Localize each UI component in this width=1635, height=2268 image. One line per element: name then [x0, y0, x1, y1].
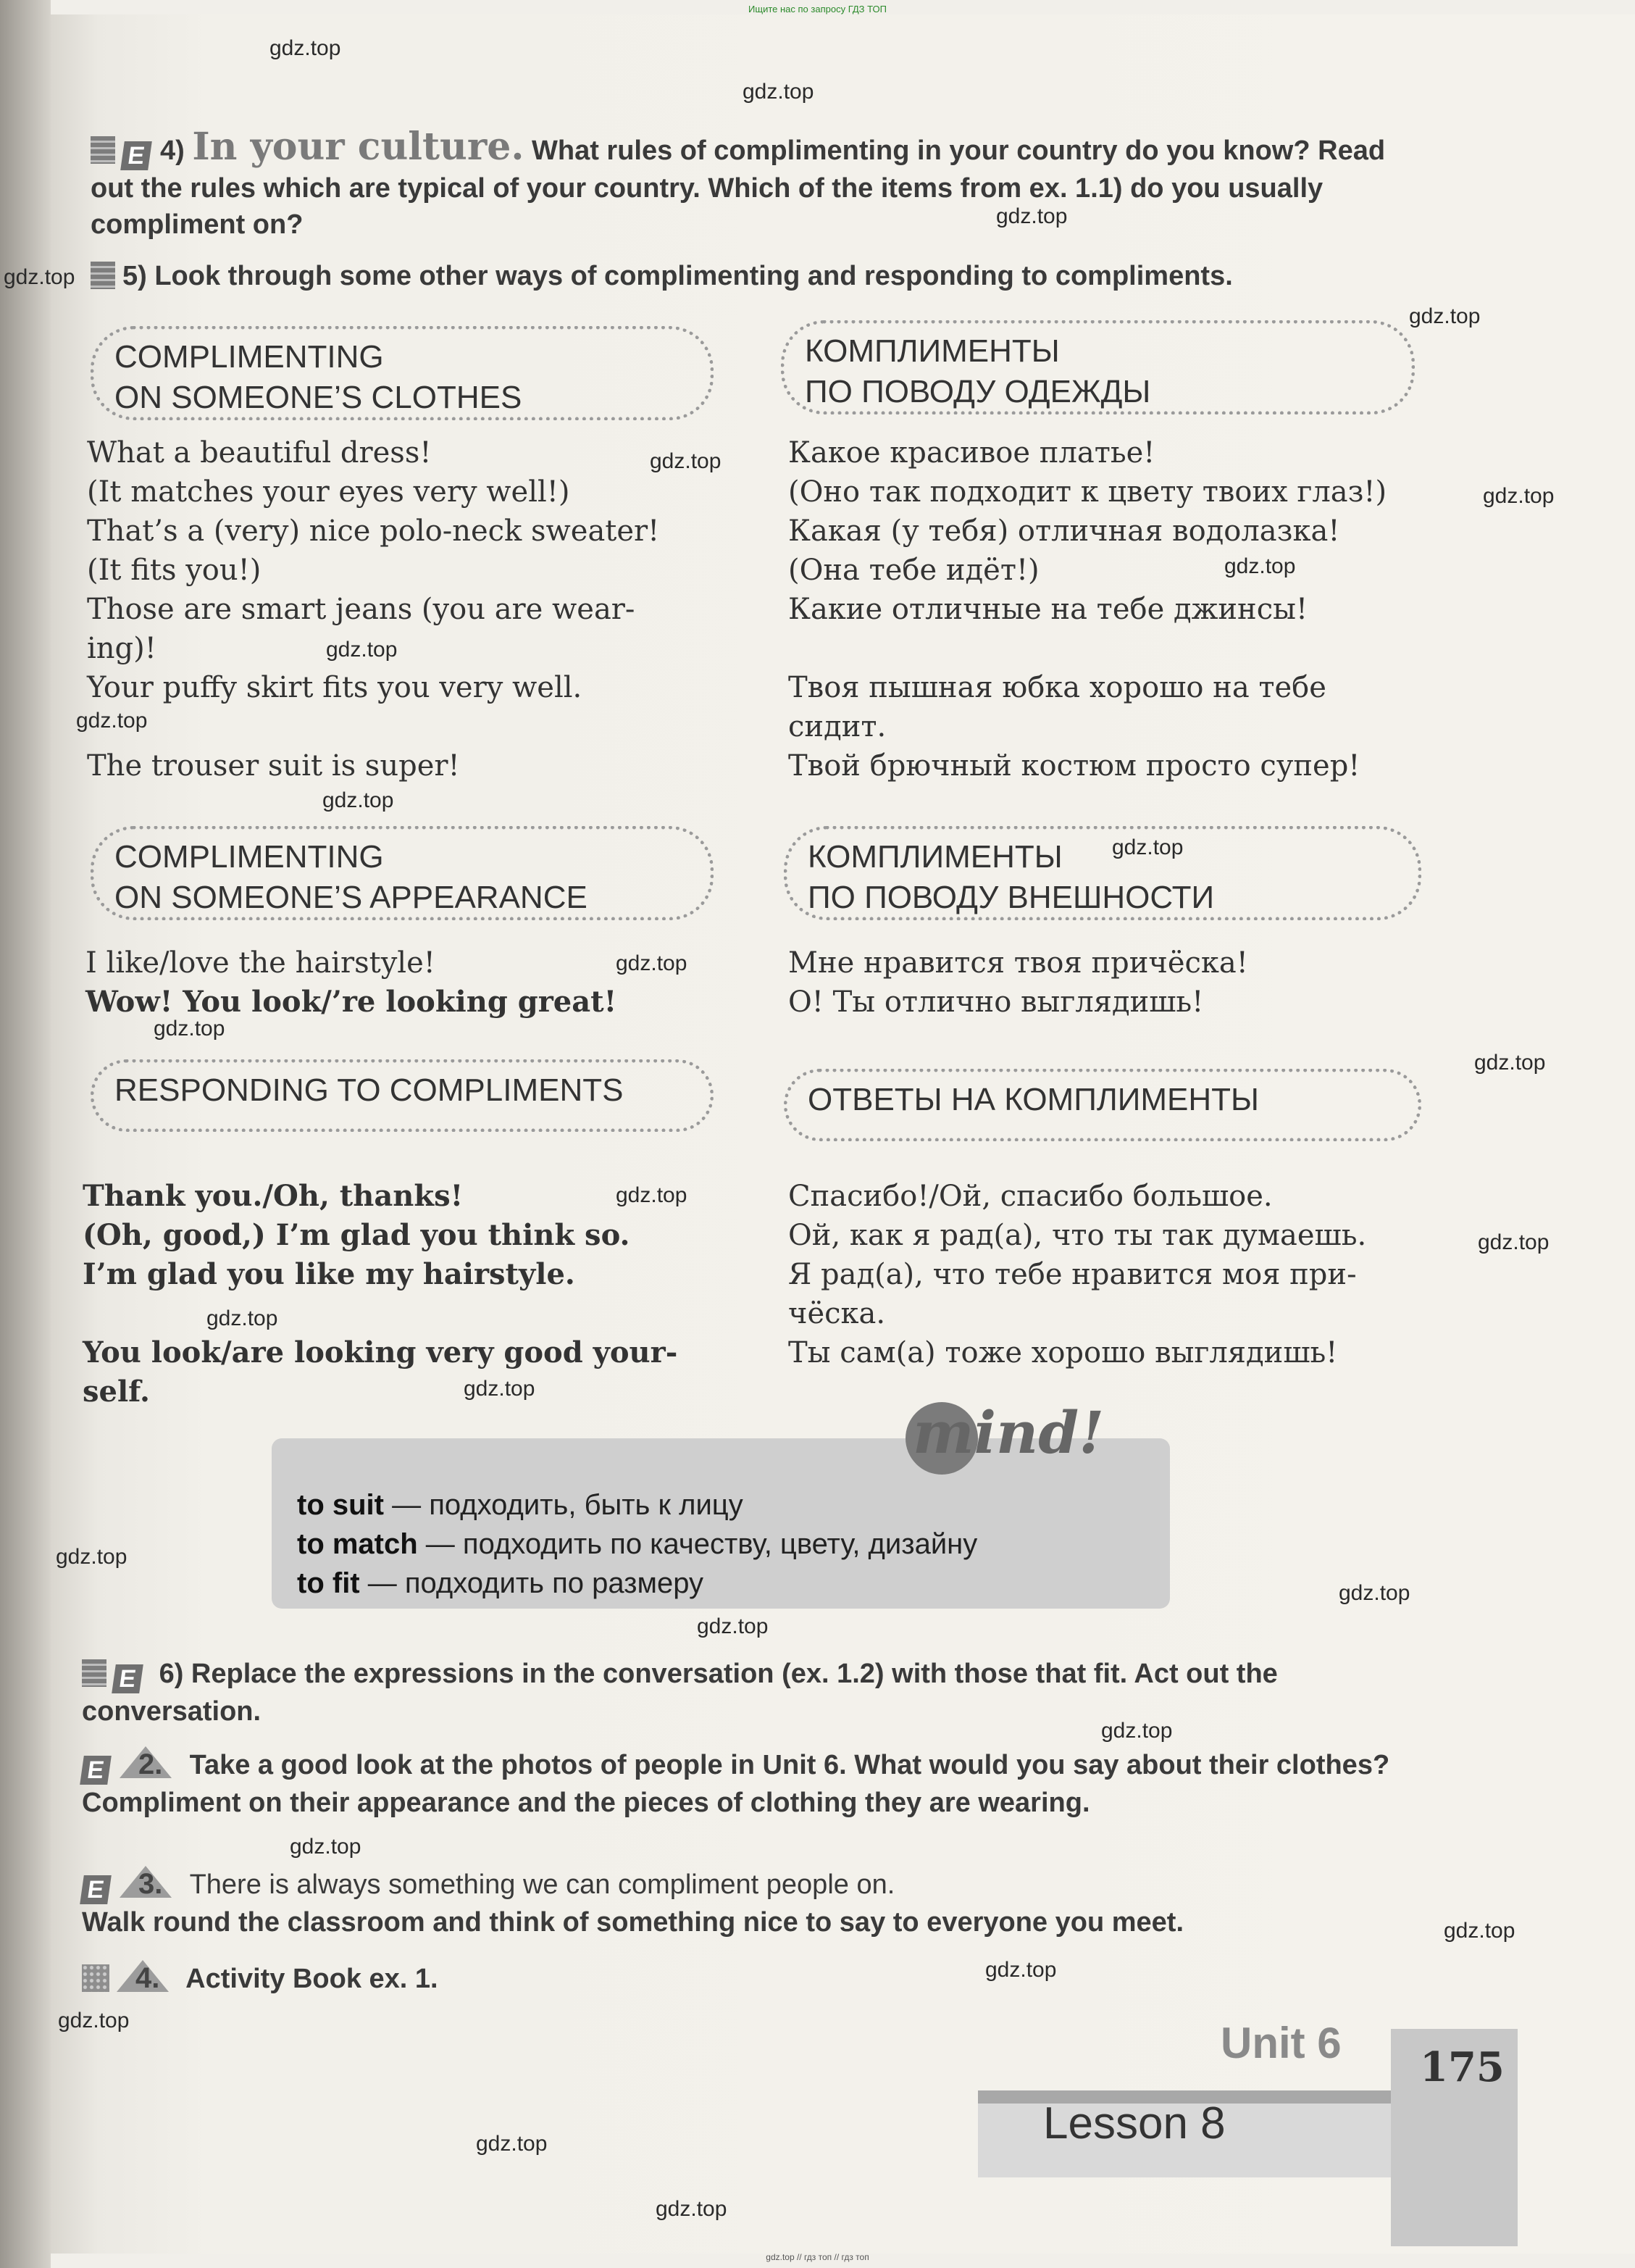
heading-line: КОМПЛИМЕНТЫ [808, 839, 1063, 875]
watermark: gdz.top [650, 449, 722, 473]
e-icon: E [120, 141, 152, 170]
task-text: There is always something we can compliment people on. [189, 1869, 895, 1900]
e-icon: E [112, 1664, 143, 1693]
watermark: gdz.top [476, 2132, 548, 2156]
mind-item [297, 1564, 977, 1603]
mind-term: to fit [297, 1567, 360, 1599]
watermark: gdz.top [1224, 554, 1296, 578]
phrase-ru: (Оно так подходит к цвету твоих глаз!) [788, 475, 1387, 509]
watermark: gdz.top [76, 709, 148, 733]
watermark: gdz.top [1483, 484, 1555, 508]
phrase-ru: Какое красивое платье! [788, 436, 1155, 470]
book-icon [82, 1659, 106, 1687]
book-icon [91, 262, 115, 289]
watermark: gdz.top [464, 1377, 535, 1401]
watermark: gdz.top [1112, 835, 1184, 859]
watermark: gdz.top [1339, 1581, 1410, 1605]
mind-list [297, 1485, 977, 1603]
watermark: gdz.top [1478, 1230, 1550, 1254]
phrase-ru: Твой брючный костюм просто супер! [788, 749, 1360, 783]
e-icon: E [80, 1756, 112, 1785]
phrase-en: (It fits you!) [87, 554, 262, 587]
task-6 [82, 1656, 1408, 1730]
exercise-triangle-icon: 3. [120, 1866, 172, 1898]
heading-clothes-en [91, 326, 714, 420]
phrase-ru [788, 629, 1440, 668]
mind-title: mind! [913, 1398, 1105, 1467]
phrase-en: Thank you./Oh, thanks! [83, 1179, 464, 1213]
phrase-en: self. [83, 1375, 150, 1409]
page-gutter [0, 0, 51, 2268]
phrase-en: Your puffy skirt fits you very well. [87, 671, 582, 704]
task-title: In your culture. [192, 125, 524, 169]
phrase-en: (It matches your eyes very well!) [87, 475, 570, 509]
book-icon [91, 136, 115, 164]
watermark: gdz.top [58, 2009, 130, 2033]
watermark: gdz.top [326, 638, 398, 662]
phrase-en: Wow! You look/’re looking great! [85, 985, 617, 1019]
footer-note: gdz.top // гдз топ // гдз топ [766, 2252, 869, 2262]
heading-responding-ru [784, 1069, 1421, 1141]
task-text: Walk round the classroom and think of something nice to say to everyone you meet. [82, 1907, 1184, 1938]
task-text: 6) Replace the expressions in the conversation (ex. 1.2) with those that fit. Act out the conversation. [82, 1659, 1278, 1727]
heading-line: ПО ПОВОДУ ВНЕШНОСТИ [808, 880, 1215, 915]
phrase-ru: сидит. [788, 710, 887, 743]
unit-label: Unit 6 [1221, 2019, 1342, 2067]
heading-appearance-ru [784, 826, 1421, 920]
watermark: gdz.top [616, 1183, 687, 1207]
watermark: gdz.top [290, 1835, 361, 1859]
appearance-en-list [85, 943, 723, 1022]
phrase-ru: Ты сам(а) тоже хорошо выглядишь! [788, 1336, 1338, 1369]
phrase-ru: Какая (у тебя) отличная водолазка! [788, 514, 1340, 548]
exercise-3 [82, 1866, 1408, 1940]
heading-line: RESPONDING TO COMPLIMENTS [114, 1072, 624, 1108]
phrase-en: The trouser suit is super! [87, 749, 460, 783]
heading-line: ON SOMEONE’S APPEARANCE [114, 880, 587, 915]
watermark: gdz.top [1409, 304, 1481, 328]
phrase-ru: чёска. [788, 1297, 886, 1330]
mind-def: — подходить, быть к лицу [383, 1489, 743, 1521]
phrase-ru: Какие отличные на тебе джинсы! [788, 593, 1308, 626]
task-text: Activity Book ex. 1. [185, 1964, 438, 1994]
watermark: gdz.top [206, 1306, 278, 1330]
watermark: gdz.top [1474, 1051, 1546, 1075]
header-note: Ищите нас по запросу ГДЗ ТОП [748, 4, 887, 14]
phrase-en: That’s a (very) nice polo-neck sweater! [87, 514, 660, 548]
mind-def: — подходить по качеству, цвету, дизайну [417, 1528, 978, 1560]
watermark: gdz.top [996, 204, 1068, 228]
phrase-en: I’m glad you like my hairstyle. [83, 1257, 575, 1291]
heading-line: ПО ПОВОДУ ОДЕЖДЫ [805, 374, 1151, 409]
watermark: gdz.top [154, 1017, 225, 1041]
activity-book-icon [82, 1964, 109, 1992]
heading-line: ОТВЕТЫ НА КОМПЛИМЕНТЫ [808, 1082, 1259, 1117]
mind-item [297, 1525, 977, 1564]
watermark: gdz.top [56, 1545, 127, 1569]
task-text: 5) Look through some other ways of complimenting and responding to compliments. [122, 261, 1233, 291]
phrase-ru: Я рад(а), что тебе нравится моя при- [788, 1258, 1357, 1291]
clothes-ru-list [788, 433, 1440, 785]
heading-appearance-en [91, 826, 714, 920]
heading-line: COMPLIMENTING [114, 839, 384, 875]
page-number: 175 [1420, 2043, 1505, 2091]
clothes-en-list [87, 433, 724, 785]
watermark: gdz.top [985, 1958, 1057, 1982]
phrase-en [87, 707, 724, 746]
phrase-en: ing)! [87, 632, 156, 665]
phrase-en: I like/love the hairstyle! [85, 946, 435, 980]
mind-term: to match [297, 1528, 418, 1560]
heading-clothes-ru [781, 320, 1415, 414]
mind-term: to suit [297, 1489, 384, 1521]
phrase-en [83, 1294, 720, 1333]
exercise-triangle-icon: 4. [117, 1960, 169, 1992]
watermark: gdz.top [743, 80, 814, 104]
task-4 [91, 125, 1394, 243]
phrase-en: Those are smart jeans (you are wear- [87, 593, 635, 626]
exercise-2 [82, 1746, 1408, 1821]
heading-responding-en [91, 1059, 714, 1132]
phrase-ru: О! Ты отлично выглядишь! [788, 985, 1204, 1019]
watermark: gdz.top [4, 265, 75, 289]
watermark: gdz.top [1101, 1719, 1173, 1743]
responding-ru-list [788, 1177, 1440, 1372]
mind-item [297, 1485, 977, 1525]
heading-line: КОМПЛИМЕНТЫ [805, 333, 1060, 369]
watermark: gdz.top [697, 1614, 769, 1638]
watermark: gdz.top [322, 788, 394, 812]
mind-def: — подходить по размеру [359, 1567, 704, 1599]
exercise-4 [82, 1960, 1408, 1997]
phrase-ru: Твоя пышная юбка хорошо на тебе [788, 671, 1326, 704]
phrase-ru: Мне нравится твоя причёска! [788, 946, 1248, 980]
exercise-triangle-icon: 2. [120, 1746, 172, 1778]
responding-en-list [83, 1177, 720, 1412]
watermark: gdz.top [1444, 1919, 1515, 1943]
phrase-ru: Спасибо!/Ой, спасибо большое. [788, 1180, 1273, 1213]
watermark: gdz.top [269, 36, 341, 60]
task-number: 4) [160, 136, 185, 166]
task-text: Take a good look at the photos of people in Unit 6. What would you say about their clothes? Compliment on their appearance and the pieces of clothing they are wearing. [82, 1750, 1390, 1818]
phrase-en: You look/are looking very good your- [83, 1335, 678, 1369]
lesson-label: Lesson 8 [1043, 2098, 1226, 2148]
phrase-ru: (Она тебе идёт!) [788, 554, 1040, 587]
watermark: gdz.top [616, 951, 687, 975]
watermark: gdz.top [656, 2197, 727, 2221]
heading-line: ON SOMEONE’S CLOTHES [114, 380, 522, 415]
appearance-ru-list [788, 943, 1440, 1022]
task-text: What rules of complimenting in your country do you know? Read out the rules which are typical of your country. Which of the items from ex. 1.1) do you usually compliment on? [91, 136, 1386, 240]
phrase-en: (Oh, good,) I’m glad you think so. [83, 1218, 630, 1252]
heading-line: COMPLIMENTING [114, 339, 384, 375]
e-icon: E [80, 1875, 112, 1904]
task-5 [91, 258, 1394, 294]
phrase-en: What a beautiful dress! [87, 436, 432, 470]
phrase-ru: Ой, как я рад(а), что ты так думаешь. [788, 1219, 1367, 1252]
